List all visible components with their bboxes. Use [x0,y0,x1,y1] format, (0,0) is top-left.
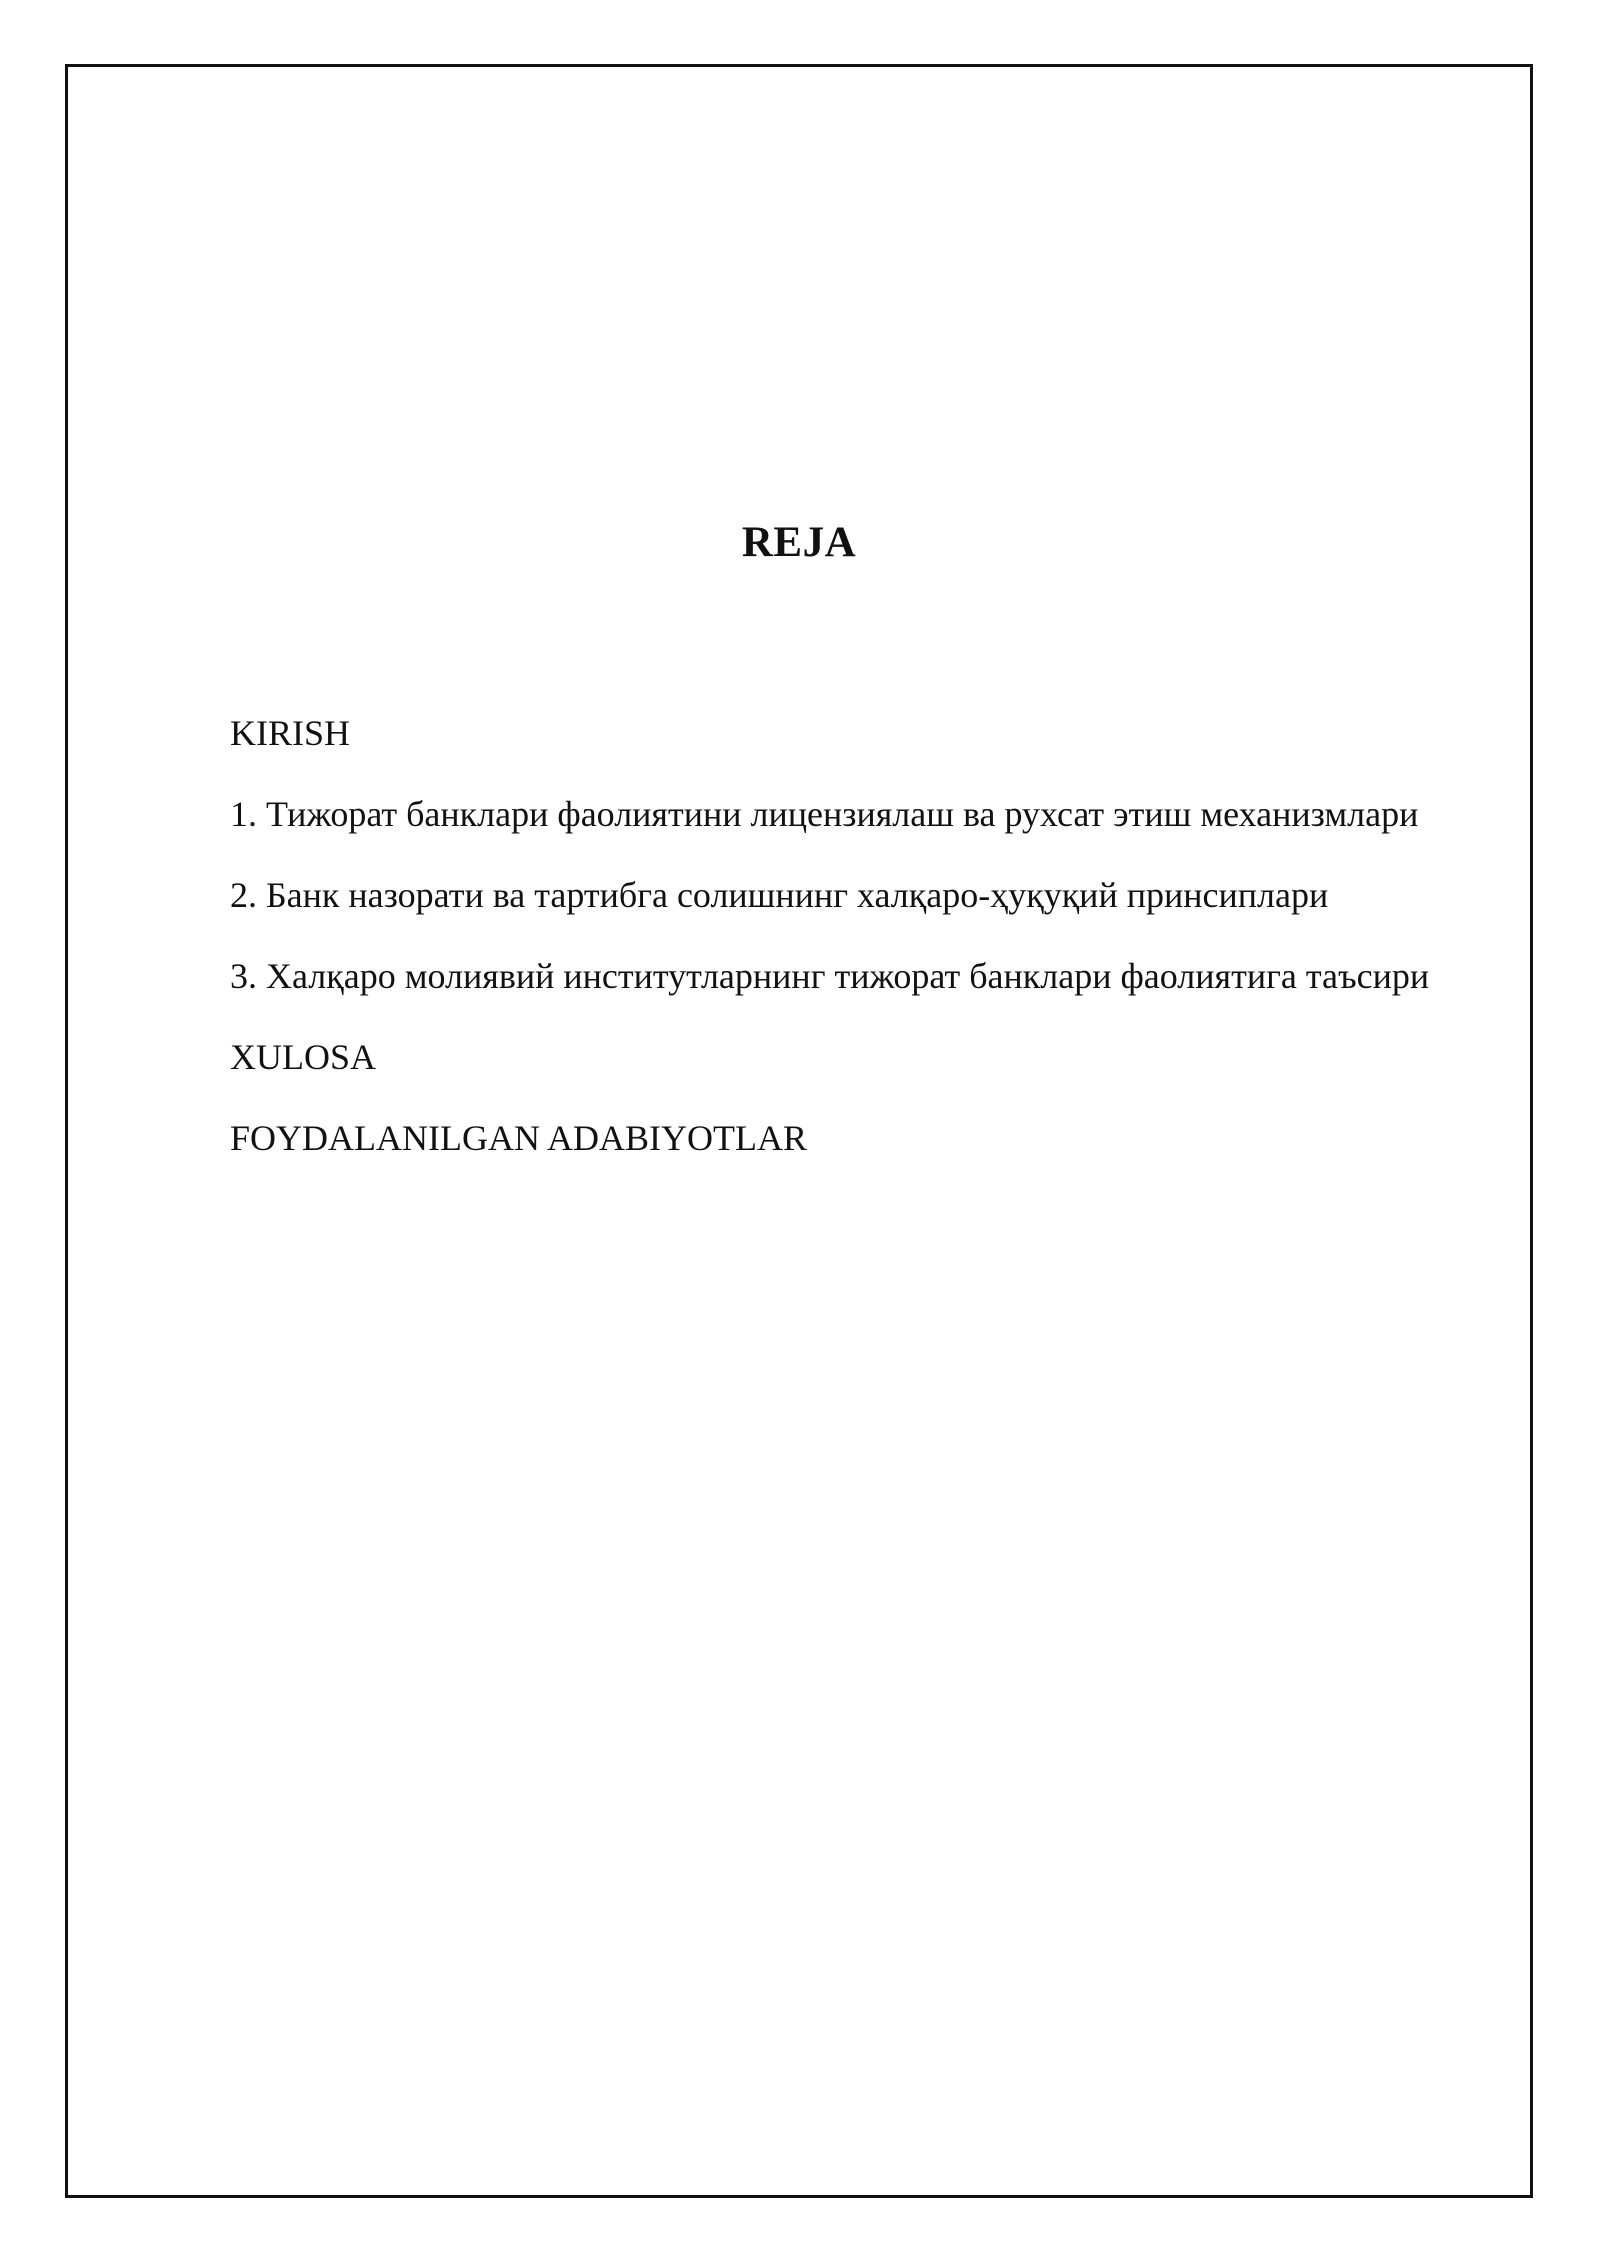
toc-item-section-3: 3. Халқаро молиявий институтларнинг тижорат банклари фаолиятига таъсири [230,956,1430,996]
table-of-contents [230,697,1429,1183]
toc-item-introduction: KIRISH [230,713,351,753]
page-frame [65,64,1533,2198]
document-title: REJA [741,519,857,566]
toc-item-section-2: 2. Банк назорати ва тартибга солишнинг халқаро-ҳуқуқий принсиплари [230,875,1329,915]
toc-item-section-1: 1. Тижорат банклари фаолиятини лицензиялаш ва рухсат этиш механизмлари [230,794,1419,834]
toc-item-conclusion: XULOSA [230,1037,377,1077]
toc-item-references: FOYDALANILGAN ADABIYOTLAR [230,1118,807,1158]
